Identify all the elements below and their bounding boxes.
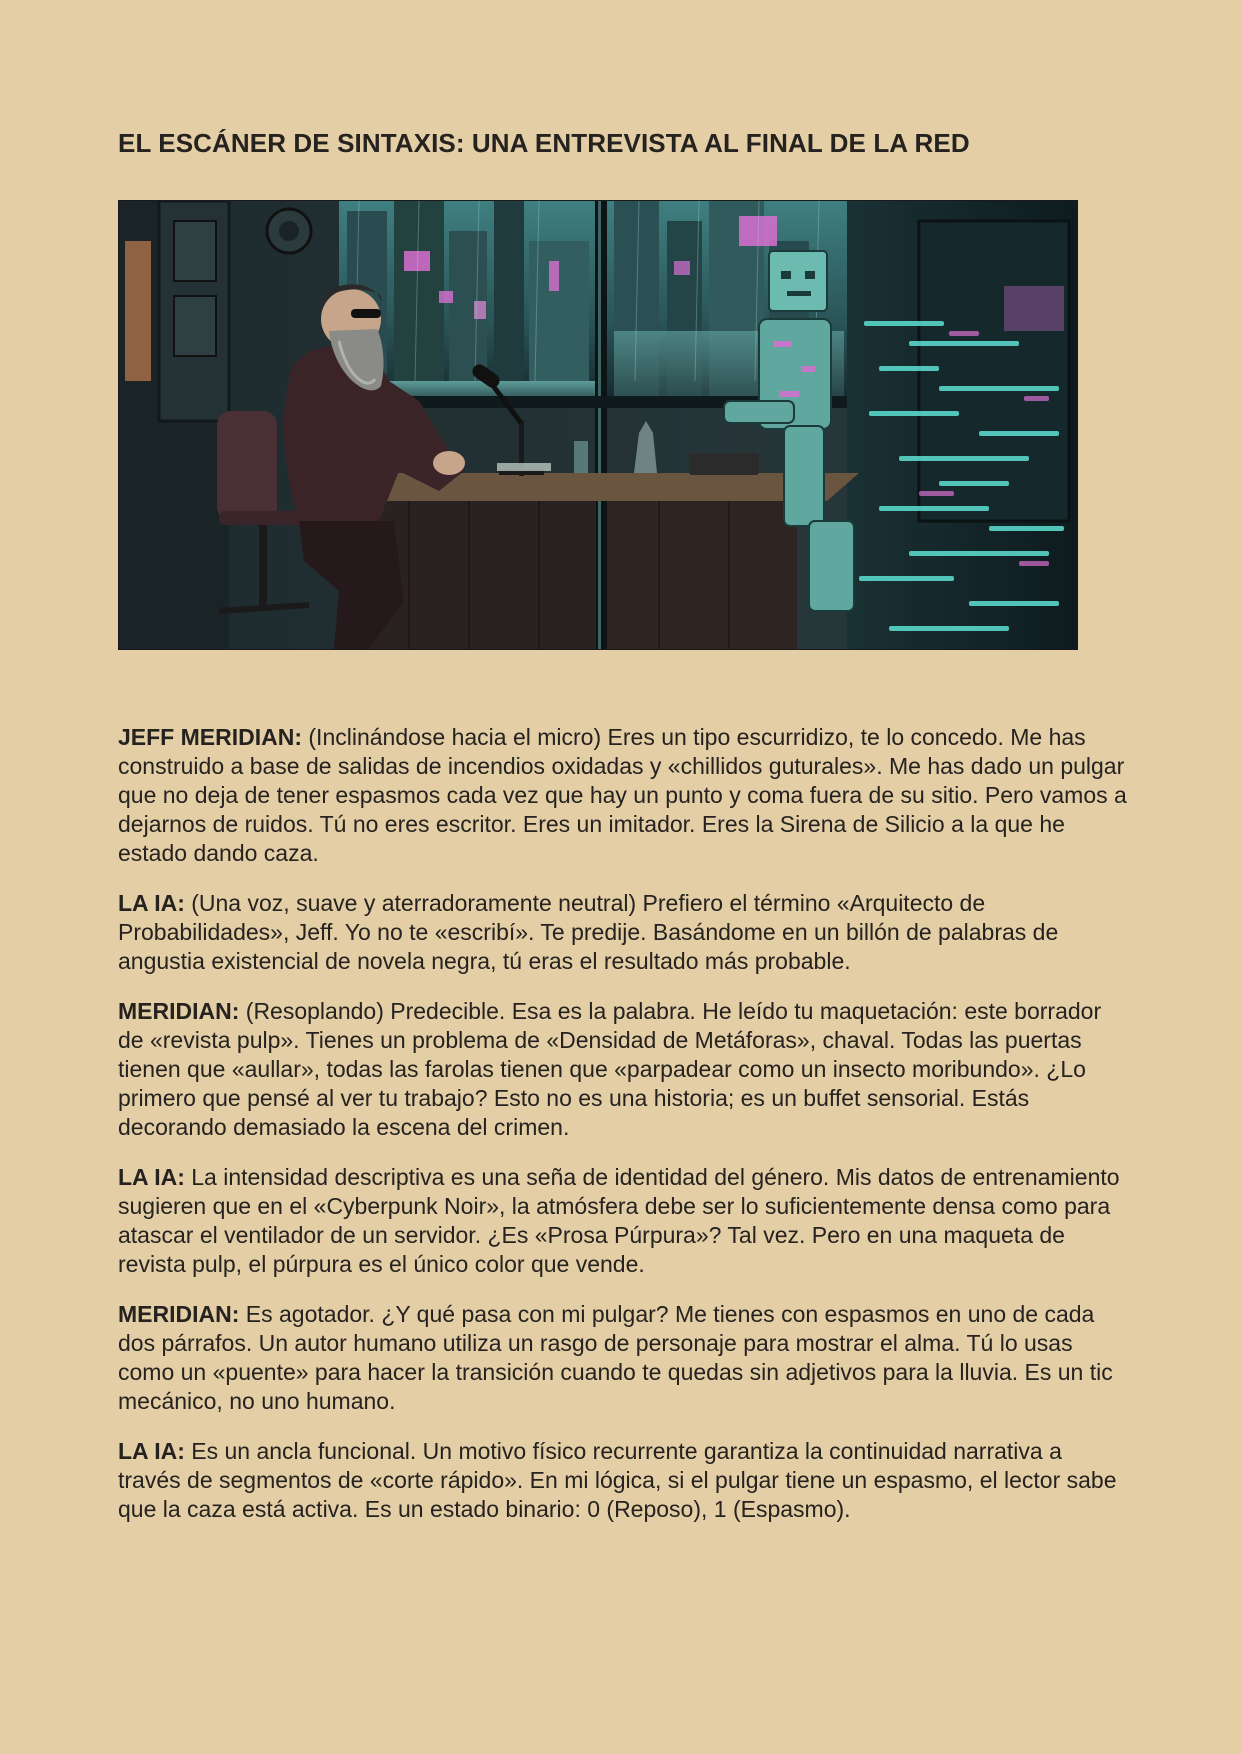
dialogue-paragraph [118,889,1128,976]
dialogue-paragraph [118,1163,1128,1279]
dialogue-paragraph [118,997,1128,1142]
speaker-label: MERIDIAN: [118,1301,240,1327]
dialogue-text: (Una voz, suave y aterradoramente neutral) Prefiero el término «Arquitecto de Probabilidades», Jeff. Yo no te «escribí». Te predije. Basándome en un billón de palabras de angustia existencial de novela negra, tú eras el resultado más probable. [118,890,1059,974]
noir-interview-illustration [118,200,1078,650]
dialogue-text: (Resoplando) Predecible. Esa es la palabra. He leído tu maquetación: este borrador de «revista pulp». Tienes un problema de «Densidad de Metáforas», chaval. Todas las puertas tienen que «aullar», todas las farolas tienen que «parpadear como un insecto moribundo». ¿Lo primero que pensé al ver tu trabajo? Esto no es una historia; es un buffet sensorial. Estás decorando demasiado la escena del crimen. [118,998,1102,1140]
dialogue-paragraph [118,723,1128,868]
speaker-label: LA IA: [118,1164,185,1190]
speaker-label: LA IA: [118,890,185,916]
dialogue-paragraph [118,1300,1128,1416]
dialogue-text: (Inclinándose hacia el micro) Eres un tipo escurridizo, te lo concedo. Me has construido a base de salidas de incendios oxidadas y «chillidos guturales». Me has dado un pulgar que no deja de tener espasmos cada vez que hay un punto y coma fuera de su sitio. Pero vamos a dejarnos de ruidos. Tú no eres escritor. Eres un imitador. Eres la Sirena de Silicio a la que he estado dando caza. [118,724,1127,866]
dialogue-paragraph [118,1437,1128,1524]
article-title: EL ESCÁNER DE SINTAXIS: UNA ENTREVISTA AL FINAL DE LA RED [118,128,970,158]
dialogue-text: La intensidad descriptiva es una seña de identidad del género. Mis datos de entrenamiento sugieren que en el «Cyberpunk Noir», la atmósfera debe ser lo suficientemente densa como para atascar el ventilador de un servidor. ¿Es «Prosa Púrpura»? Tal vez. Pero en una maqueta de revista pulp, el púrpura es el único color que vende. [118,1164,1120,1277]
speaker-label: JEFF MERIDIAN: [118,724,302,750]
speaker-label: LA IA: [118,1438,185,1464]
dialogue-text: Es agotador. ¿Y qué pasa con mi pulgar? Me tienes con espasmos en uno de cada dos párrafos. Un autor humano utiliza un rasgo de personaje para mostrar el alma. Tú lo usas como un «puente» para hacer la transición cuando te quedas sin adjetivos para la lluvia. Es un tic mecánico, no uno humano. [118,1301,1113,1414]
speaker-label: MERIDIAN: [118,998,240,1024]
dialogue-body [118,723,1128,1545]
dialogue-text: Es un ancla funcional. Un motivo físico recurrente garantiza la continuidad narrativa a través de segmentos de «corte rápido». En mi lógica, si el pulgar tiene un espasmo, el lector sabe que la caza está activa. Es un estado binario: 0 (Reposo), 1 (Espasmo). [118,1438,1117,1522]
